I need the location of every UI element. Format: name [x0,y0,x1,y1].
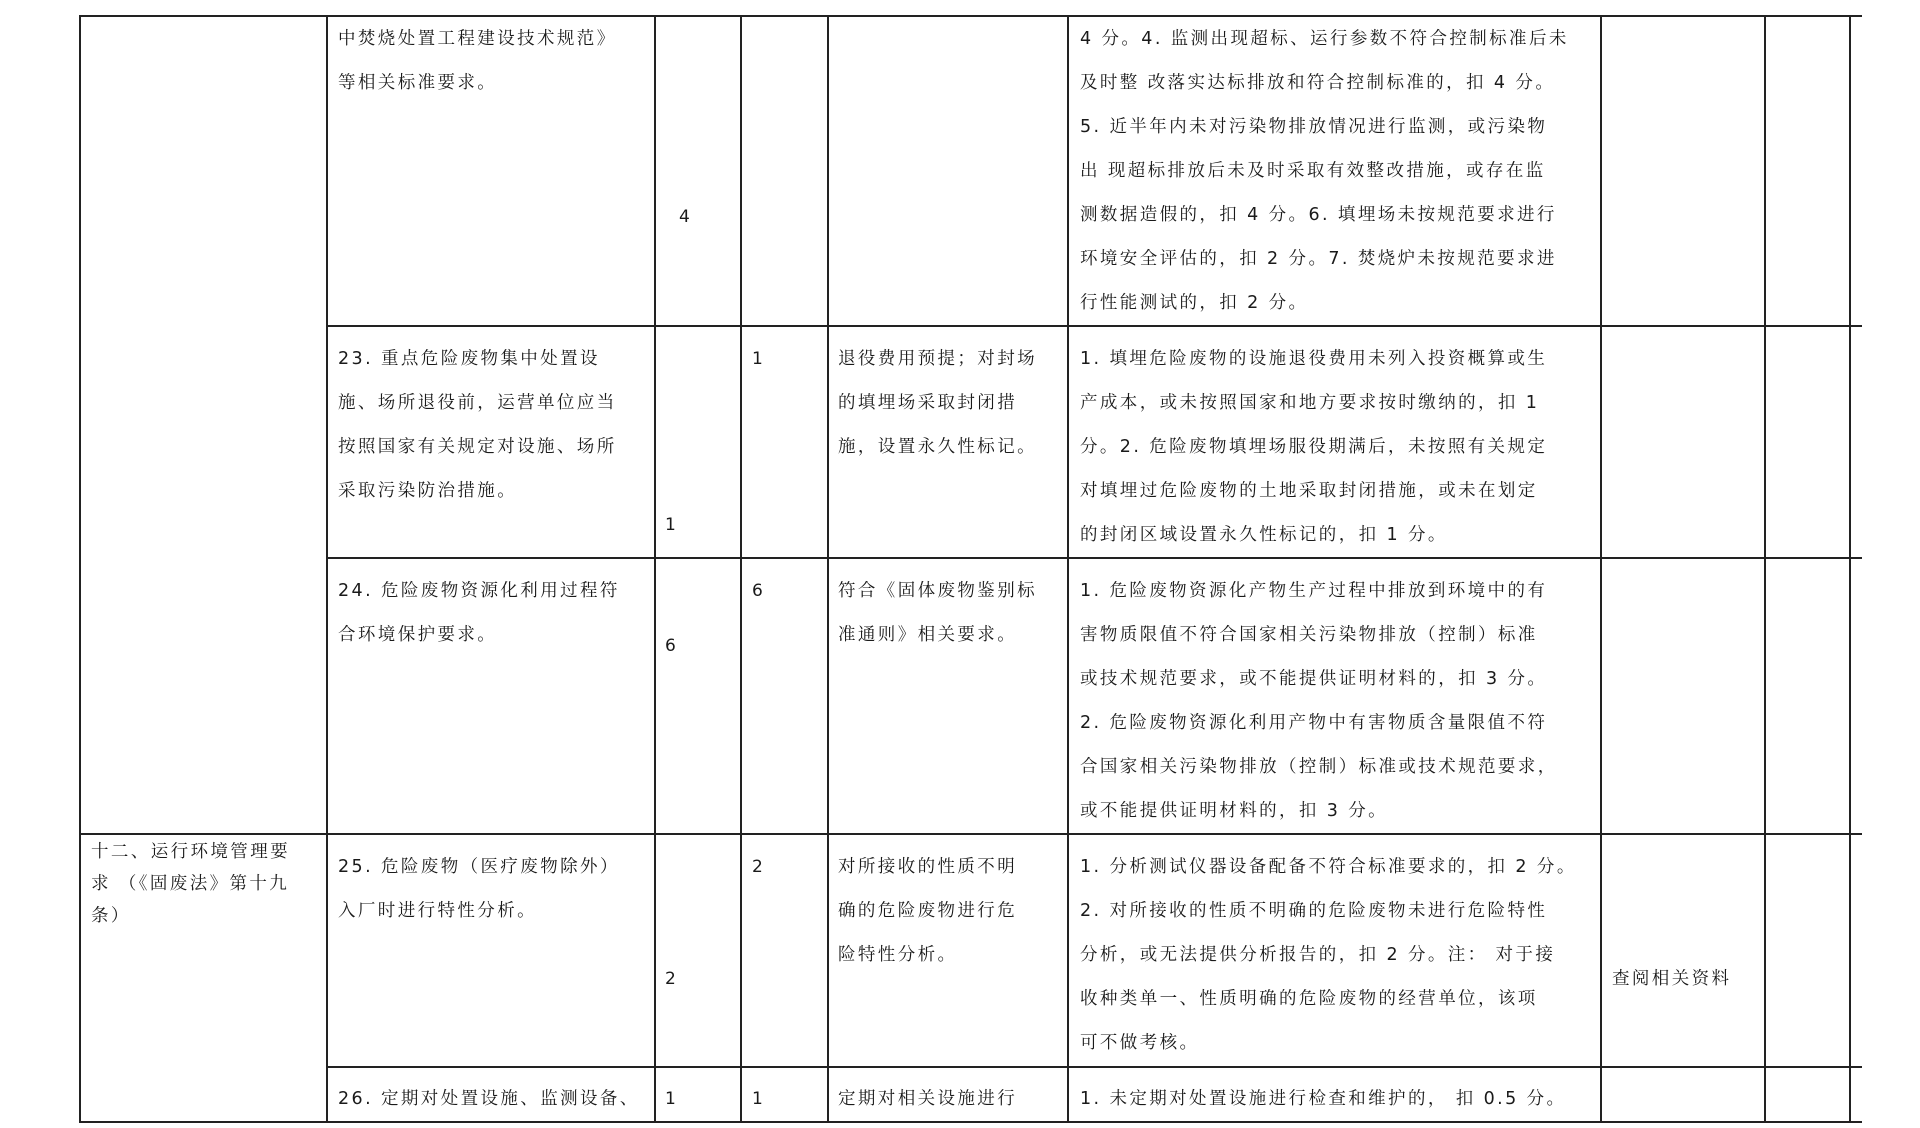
content-cell: 退役费用预提；对封场 的填埋场采取封闭措 施，设置永久性标记。 [838,349,1037,457]
table-border-bottom [79,1121,1862,1123]
deduction-details-cell: 1. 未定期对处置设施进行检查和维护的， 扣 0.5 分。 [1080,1089,1567,1109]
category-cell: 十二、运行环境管理要 求 （《固废法》第十九 条） [91,842,290,926]
table-border-right [1849,15,1851,1123]
column-divider [827,15,829,1123]
points-value: 2 [752,857,763,877]
column-divider [654,15,656,1123]
deduction-details-cell: 1. 分析测试仪器设备配备不符合标准要求的，扣 2 分。 2. 对所接收的性质不明确的危险废物未进行危险特性 分析，或无法提供分析报告的，扣 2 分。注： 对于接 收种类单一、性质明确的危险废物的经营单位，该项 可不做考核。 [1080,857,1577,1053]
content-cell: 定期对相关设施进行 [838,1089,1018,1109]
requirement-cell: 26. 定期对处置设施、监测设备、 [338,1089,640,1109]
inspection-method-cell: 查阅相关资料 [1612,969,1732,989]
column-divider [1067,15,1069,1123]
content-cell: 对所接收的性质不明 确的危险废物进行危 险特性分析。 [838,857,1018,965]
deduction-details-cell: 1. 填埋危险废物的设施退役费用未列入投资概算或生 产成本，或未按照国家和地方要求按时缴纳的，扣 1 分。2. 危险废物填埋场服役期满后，未按照有关规定 对填埋过危险废物的土地采取封闭措施，或未在划定 的封闭区域设置永久性标记的，扣 1 分。 [1080,349,1548,545]
row-divider [327,325,1862,327]
requirement-cell: 25. 危险废物（医疗废物除外） 入厂时进行特性分析。 [338,857,620,921]
table-border-left [79,15,81,1123]
row-divider [327,557,1862,559]
score-value: 2 [665,969,676,989]
requirement-cell: 中焚烧处置工程建设技术规范》 等相关标准要求。 [338,29,617,93]
score-value: 1 [665,1089,676,1109]
score-value: 6 [665,636,676,656]
points-value: 1 [752,1089,763,1109]
points-value: 1 [752,349,763,369]
column-divider [1600,15,1602,1123]
deduction-details-cell: 4 分。4. 监测出现超标、运行参数不符合控制标准后未 及时整 改落实达标排放和符合控制标准的，扣 4 分。 5. 近半年内未对污染物排放情况进行监测，或污染物 出 现超标排放后未及时采取有效整改措施，或存在监 测数据造假的，扣 4 分。6. 填埋场未按规范要求进行 环境安全评估的，扣 2 分。7. 焚烧炉未按规范要求进 行性能测试的，扣 2 分。 [1080,29,1569,313]
requirement-cell: 23. 重点危险废物集中处置设 施、场所退役前，运营单位应当 按照国家有关规定对设施、场所 采取污染防治措施。 [338,349,617,501]
content-cell: 符合《固体废物鉴别标 准通则》相关要求。 [838,581,1037,645]
points-value: 6 [752,581,763,601]
column-divider [326,15,328,1123]
row-divider [79,833,1862,835]
score-value: 4 [679,207,690,227]
column-divider [1764,15,1766,1123]
row-divider [327,1066,1862,1068]
requirement-cell: 24. 危险废物资源化利用过程符 合环境保护要求。 [338,581,620,645]
score-value: 1 [665,515,676,535]
column-divider [740,15,742,1123]
deduction-details-cell: 1. 危险废物资源化产物生产过程中排放到环境中的有 害物质限值不符合国家相关污染物排放（控制）标准 或技术规范要求，或不能提供证明材料的，扣 3 分。 2. 危险废物资源化利用产物中有害物质含量限值不符 合国家相关污染物排放（控制）标准或技术规范要求， 或不能提供证明材料的，扣 3 分。 [1080,581,1558,821]
